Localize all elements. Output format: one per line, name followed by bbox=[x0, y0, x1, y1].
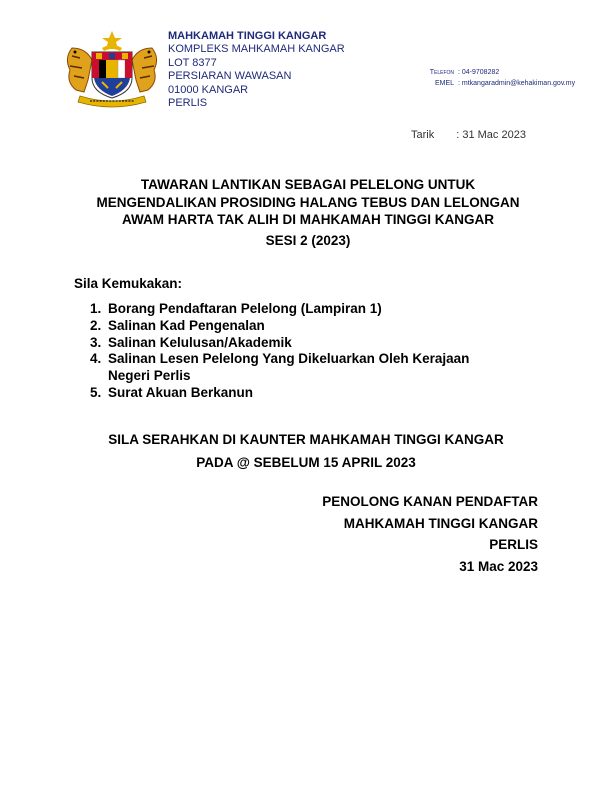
address-line: KOMPLEKS MAHKAMAH KANGAR bbox=[168, 43, 345, 56]
item-number: 1. bbox=[90, 301, 102, 316]
signature-date: 31 Mac 2023 bbox=[459, 558, 538, 574]
title-line: MENGENDALIKAN PROSIDING HALANG TEBUS DAN LELONGAN bbox=[96, 194, 520, 210]
letter-date bbox=[411, 129, 526, 141]
coat-of-arms-logo bbox=[62, 30, 162, 108]
notice-line: SILA SERAHKAN DI KAUNTER MAHKAMAH TINGGI KANGAR bbox=[108, 432, 504, 447]
submission-notice bbox=[60, 428, 552, 474]
date-label: Tarik bbox=[411, 129, 435, 141]
item-text: Salinan Lesen Pelelong Yang Dikeluarkan Oleh Kerajaan Negeri Perlis bbox=[108, 351, 470, 384]
list-item bbox=[90, 385, 508, 402]
court-name: MAHKAMAH TINGGI KANGAR bbox=[168, 30, 327, 42]
item-text: Salinan Kelulusan/Akademik bbox=[108, 334, 292, 350]
signatory-title: PENOLONG KANAN PENDAFTAR bbox=[322, 494, 538, 509]
item-number: 5. bbox=[90, 384, 102, 400]
item-text: Borang Pendaftaran Pelelong (Lampiran 1) bbox=[108, 301, 382, 316]
list-item bbox=[90, 335, 508, 352]
signatory-state: PERLIS bbox=[489, 537, 538, 552]
requirements-list bbox=[90, 301, 508, 402]
telefon-value: : 04-9708282 bbox=[458, 69, 500, 76]
title-line: AWAM HARTA TAK ALIH DI MAHKAMAH TINGGI KANGAR bbox=[122, 212, 494, 227]
list-item bbox=[90, 318, 508, 335]
document-title bbox=[60, 176, 556, 249]
item-number: 3. bbox=[90, 334, 102, 350]
contact-block bbox=[424, 67, 575, 89]
date-value: : 31 Mac 2023 bbox=[456, 129, 526, 141]
signature-block bbox=[300, 491, 538, 577]
emel-row bbox=[424, 78, 575, 89]
list-item bbox=[90, 301, 508, 318]
emel-label: EMEL bbox=[434, 80, 454, 87]
address-line: PERSIARAN WAWASAN bbox=[168, 70, 292, 83]
address-line: PERLIS bbox=[168, 97, 208, 110]
telefon-label: Telefon bbox=[429, 69, 454, 76]
notice-line: PADA @ SEBELUM 15 APRIL 2023 bbox=[196, 455, 416, 470]
item-number: 2. bbox=[90, 317, 102, 333]
list-item bbox=[90, 351, 508, 385]
title-line: TAWARAN LANTIKAN SEBAGAI PELELONG UNTUK bbox=[140, 177, 476, 192]
item-number: 4. bbox=[90, 351, 102, 367]
telefon-row bbox=[424, 67, 575, 78]
session-label: SESI 2 (2023) bbox=[265, 232, 351, 248]
address-line: 01000 KANGAR bbox=[168, 83, 249, 96]
intro-text: Sila Kemukakan: bbox=[74, 276, 183, 291]
item-text: Salinan Kad Pengenalan bbox=[108, 317, 265, 333]
item-text: Surat Akuan Berkanun bbox=[108, 384, 254, 400]
address-line: LOT 8377 bbox=[168, 56, 217, 69]
signatory-court: MAHKAMAH TINGGI KANGAR bbox=[343, 515, 538, 531]
emel-value: : mtkangaradmin@kehakiman.gov.my bbox=[458, 80, 576, 87]
court-address-block bbox=[168, 30, 345, 110]
